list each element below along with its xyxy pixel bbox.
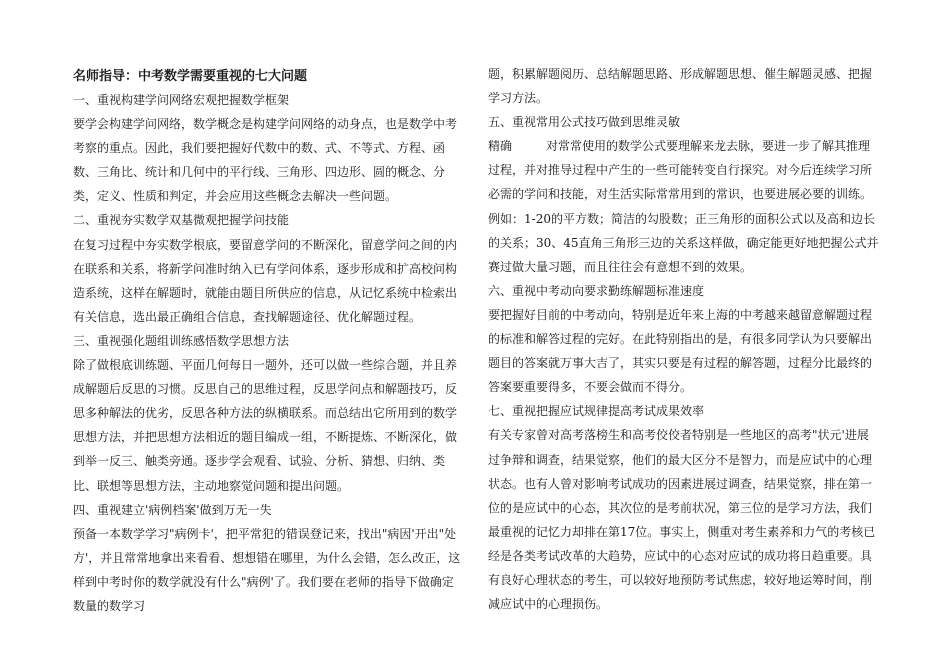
section-heading: 二、重视夯实数学双基微观把握学问技能 (73, 213, 290, 228)
document-title: 名师指导：中考数学需要重视的七大问题 (73, 69, 308, 84)
paragraph: 题，积累解题阅历、总结解题思路、形成解题思想、催生解题灵感、把握学习方法。 (488, 67, 873, 106)
right-column (488, 62, 880, 616)
paragraph: 要学会构建学问网络，数学概念是构建学问网络的动身点，也是数学中考考察的重点。因此，我们要把握好代数中的数、式、不等式、方程、函数、三角比、统计和几何中的平行线、三角形、四边形、圆的概念、分类，定义、性质和判定，并会应用这些概念去解决一些问题。 (73, 117, 458, 204)
paragraph: 有关专家曾对高考落榜生和高考佼佼者特别是一些地区的高考"状元'进展过争辩和调查，结果觉察，他们的最大区分不是智力，而是应试中的心理状态。也有人曾对影响考试成功的因素进展过调查，结果觉察，排在第一位的是应试中的心态，其次位的是考前状况，第三位的是学习方法，我们最重视的记忆力却排在第17位。事实上，侧重对考生素养和力气的考核已经是各类考试改革的大趋势，应试中的心态对应试的成功将日趋重要。具有良好心理状态的考生，可以较好地预防考试焦虑，较好地运筹时间，削减应试中的心理损伤。 (488, 428, 876, 612)
section-heading: 七、重视把握应试规律提高考试成果效率 (488, 404, 705, 419)
paragraph: 要把握好目前的中考动向，特别是近年来上海的中考越来越留意解题过程的标准和解答过程的完好。在此特别指出的是，有很多同学认为只要解出题目的答案就万事大吉了，其实只要是有过程的解答题，过程分比最终的答案要重要得多，不要会做而不得分。 (488, 307, 873, 395)
paragraph: 除了做根底训练题、平面几何每日一题外，还可以做一些综合题，并且养成解题后反思的习惯。反思自己的思维过程，反思学问点和解题技巧，反思多种解法的优劣，反思各种方法的纵横联系。而总结出它所用到的数学思想方法，并把思想方法相近的题目编成一组，不断提炼、不断深化，做到举一反三、触类旁通。逐步学会观看、试验、分析、猜想、归纳、类比、联想等思想方法，主动地察觉问题和提出问题。 (73, 358, 458, 493)
paragraph: 在复习过程中夯实数学根底，要留意学问的不断深化，留意学问之间的内在联系和关系，将新学问准时纳入已有学问体系，逐步形成和扩高校问构造系统，这样在解题时，就能由题目所供应的信息，从记忆系统中检索出有关信息，选出最正确组合信息，查找解题途径、优化解题过程。 (73, 237, 458, 324)
section-heading: 三、重视强化题组训练感悟数学思想方法 (73, 333, 290, 348)
section-heading: 一、重视构建学问网络宏观把握数学框架 (73, 93, 290, 107)
paragraph: 预备一本数学学习"病例卡'，把平常犯的错误登记来，找出"病因'开出"处方'，并且常常地拿出来看看、想想错在哪里，为什么会错，怎么改正，这样到中考时你的数学就没有什么"病例'了。我们要在老师的指导下做确定数量的数学习 (73, 526, 461, 613)
paragraph-lead: 精确 (488, 139, 513, 154)
section-heading: 四、重视建立'病例档案'做到万无一失 (73, 502, 272, 517)
paragraph-body: 对常常使用的数学公式要理解来龙去脉，要进一步了解其推理过程，并对推导过程中产生的一些可能转变自行探究。对今后连续学习所必需的学问和技能，对生活实际常常用到的常识，也要进展必要的训练。例如：1-20的平方数；简洁的勾股数；正三角形的面积公式以及高和边长的关系；30、45直角三角形三边的关系这样做，确定能更好地把握公式并赛过做大量习题，而且往往会有意想不到的效果。 (488, 139, 879, 274)
section-heading: 六、重视中考动向要求勤练解题标准速度 (488, 283, 705, 298)
left-column (73, 66, 465, 618)
section-heading: 五、重视常用公式技巧做到思维灵敏 (488, 115, 681, 130)
paragraph (488, 134, 880, 279)
